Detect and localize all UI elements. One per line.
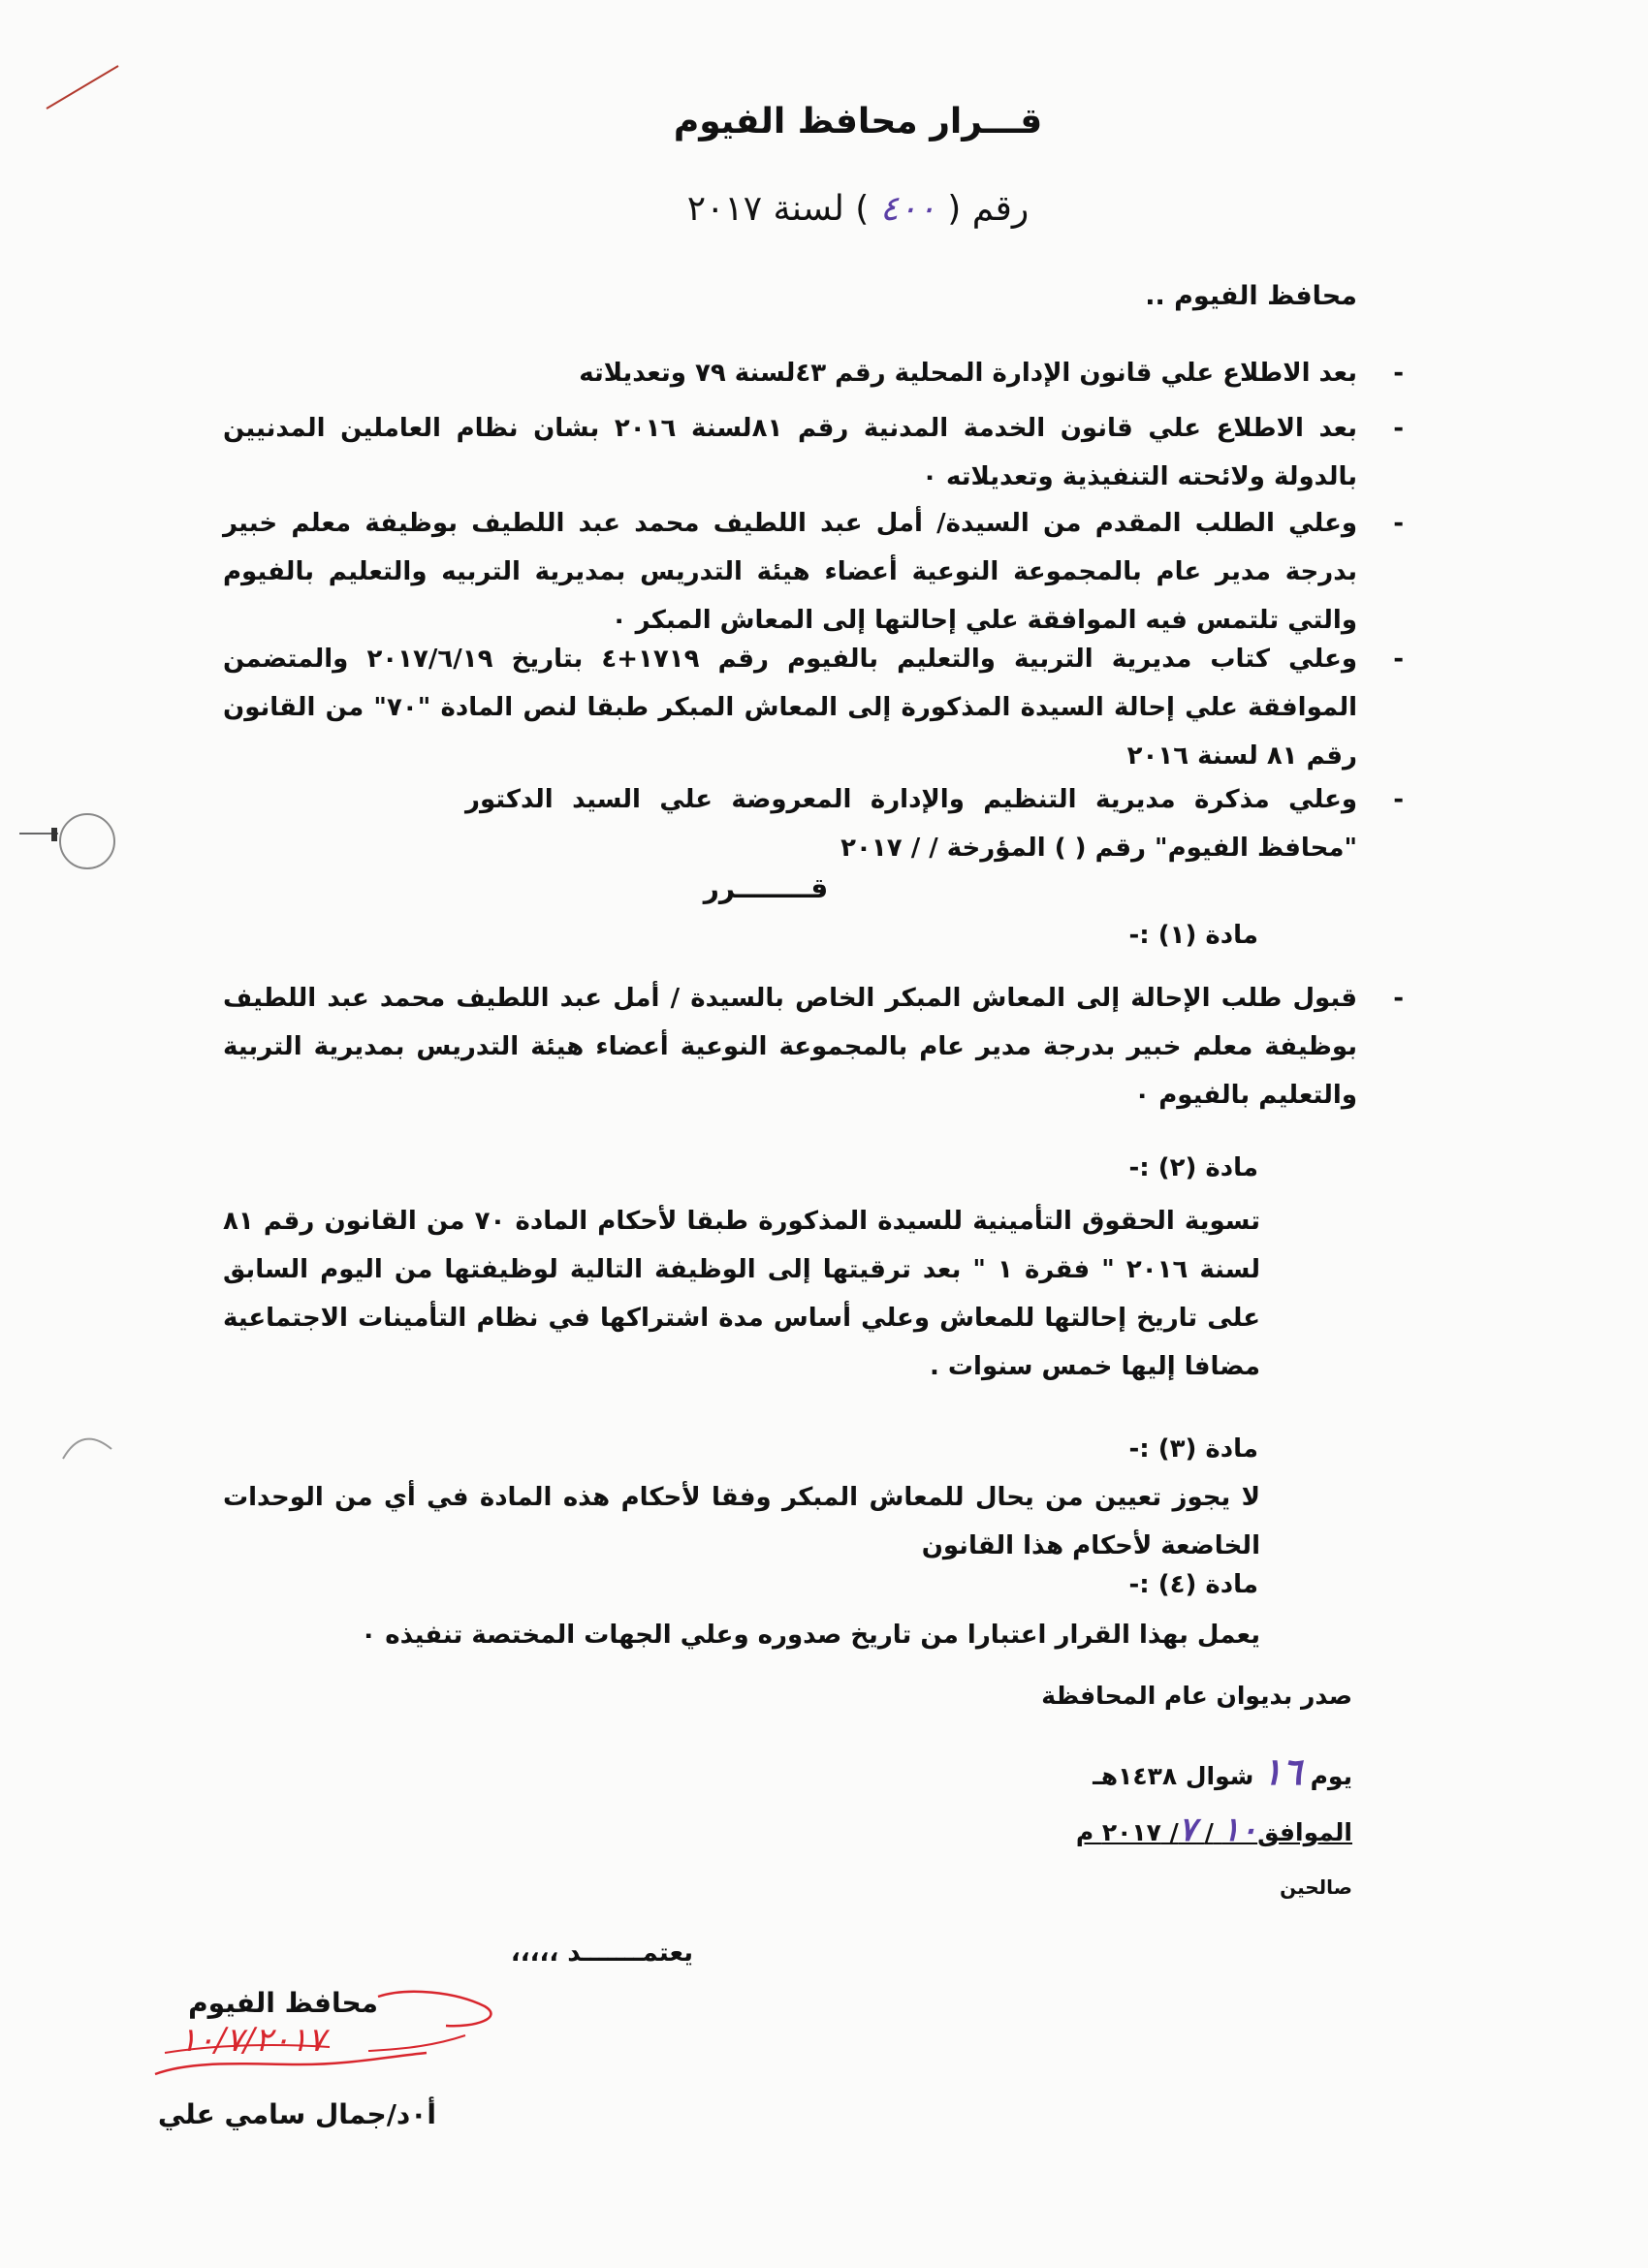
hijri-date: شوال ١٤٣٨هـ [1093, 1762, 1254, 1790]
issued-at: صدر بديوان عام المحافظة [1041, 1682, 1352, 1710]
decree-number-handwritten: ٤٠٠ [879, 189, 936, 229]
day-label: يوم [1310, 1762, 1352, 1790]
decree-title: قـــرار محافظ الفيوم [673, 102, 1043, 142]
preamble-item: - بعد الاطلاع علي قانون الإدارة المحلية رقم ٤٣لسنة ٧٩ وتعديلاته [579, 359, 1404, 388]
signatory-name: أ٠د/جمال سامي علي [157, 2098, 436, 2130]
signatory-title: محافظ الفيوم [188, 1987, 378, 2019]
gregorian-rest: / ٢٠١٧ م [1075, 1818, 1179, 1846]
number-suffix: ) لسنة ٢٠١٧ [686, 189, 870, 229]
punch-hole-mark [53, 1420, 121, 1488]
punch-hole-mark [5, 804, 121, 882]
gregorian-day-handwritten: ١٠ [1221, 1811, 1258, 1849]
article-4-text: يعمل بهذا القرار اعتبارا من تاريخ صدوره وعلي الجهات المختصة تنفيذه ٠ [361, 1621, 1260, 1650]
decision-word: قــــــــرر [703, 872, 829, 904]
article-4-heading: مادة (٤) :- [1128, 1570, 1258, 1599]
initials: صالحين [1280, 1875, 1352, 1899]
article-1-text: - قبول طلب الإحالة إلى المعاش المبكر الخاص بالسيدة / أمل عبد اللطيف محمد عبد اللطيف بوظيفة معلم خبير بدرجة مدير عام بالمجموعة النوعية أعضاء هيئة التدريس بمديرية التربية والتعليم بالفيوم ٠ [223, 984, 1404, 1110]
gregorian-month-handwritten: ٧ [1178, 1811, 1197, 1849]
governor-heading: محافظ الفيوم .. [1145, 281, 1357, 311]
article-1-heading: مادة (١) :- [1128, 921, 1258, 950]
article-2-text: تسوية الحقوق التأمينية للسيدة المذكورة طبقا لأحكام المادة ٧٠ من القانون رقم ٨١ لسنة ٢٠١٦ " فقرة ١ " بعد ترقيتها إلى الوظيفة التالية لوظيفتها من اليوم السابق على تاريخ إحالتها للمعاش وعلي أساس مدة اشتراكها في نظام التأمينات الاجتماعية مضافا إليها خمس سنوات . [223, 1207, 1260, 1381]
corresponding-label: الموافق [1257, 1818, 1352, 1846]
preamble-item: - بعد الاطلاع علي قانون الخدمة المدنية رقم ٨١لسنة ٢٠١٦ بشان نظام العاملين المدنيين بالدولة ولائحته التنفيذية وتعديلاته ٠ [223, 414, 1404, 491]
decree-number-line [0, 189, 1648, 229]
gregorian-date-line: الموافق١٠ / ٧/ ٢٠١٧ م [1075, 1811, 1352, 1849]
article-3-heading: مادة (٣) :- [1128, 1434, 1258, 1464]
preamble-item: - وعلي مذكرة مديرية التنظيم والإدارة المعروضة علي السيد الدكتور "محافظ الفيوم" رقم ( ) المؤرخة / / ٢٠١٧ [465, 785, 1404, 863]
article-2-heading: مادة (٢) :- [1128, 1153, 1258, 1182]
signature-date-handwritten: ١٠/٧/٢٠١٧ [179, 2021, 326, 2060]
approval-text: يعتمـــــــد ،،،،، [510, 1938, 693, 1968]
number-prefix: رقم ( [947, 189, 1030, 229]
day-handwritten: ١٦ [1262, 1749, 1302, 1793]
preamble-item: - وعلي الطلب المقدم من السيدة/ أمل عبد اللطيف محمد عبد اللطيف بوظيفة معلم خبير بدرجة مدير عام بالمجموعة النوعية أعضاء هيئة التدريس بمديرية التربيه والتعليم بالفيوم والتي تلتمس فيه الموافقة علي إحالتها إلى المعاش المبكر ٠ [223, 509, 1404, 635]
hijri-date-line [1093, 1749, 1352, 1793]
preamble-item: - وعلي كتاب مديرية التربية والتعليم بالفيوم رقم ١٧١٩+٤ بتاريخ ٢٠١٧/٦/١٩ والمتضمن الموافقة علي إحالة السيدة المذكورة إلى المعاش المبكر طبقا لنص المادة "٧٠" من القانون رقم ٨١ لسنة ٢٠١٦ [223, 645, 1404, 771]
article-3-text: لا يجوز تعيين من يحال للمعاش المبكر وفقا لأحكام هذه المادة في أي من الوحدات الخاضعة لأحكام هذا القانون [223, 1483, 1260, 1560]
